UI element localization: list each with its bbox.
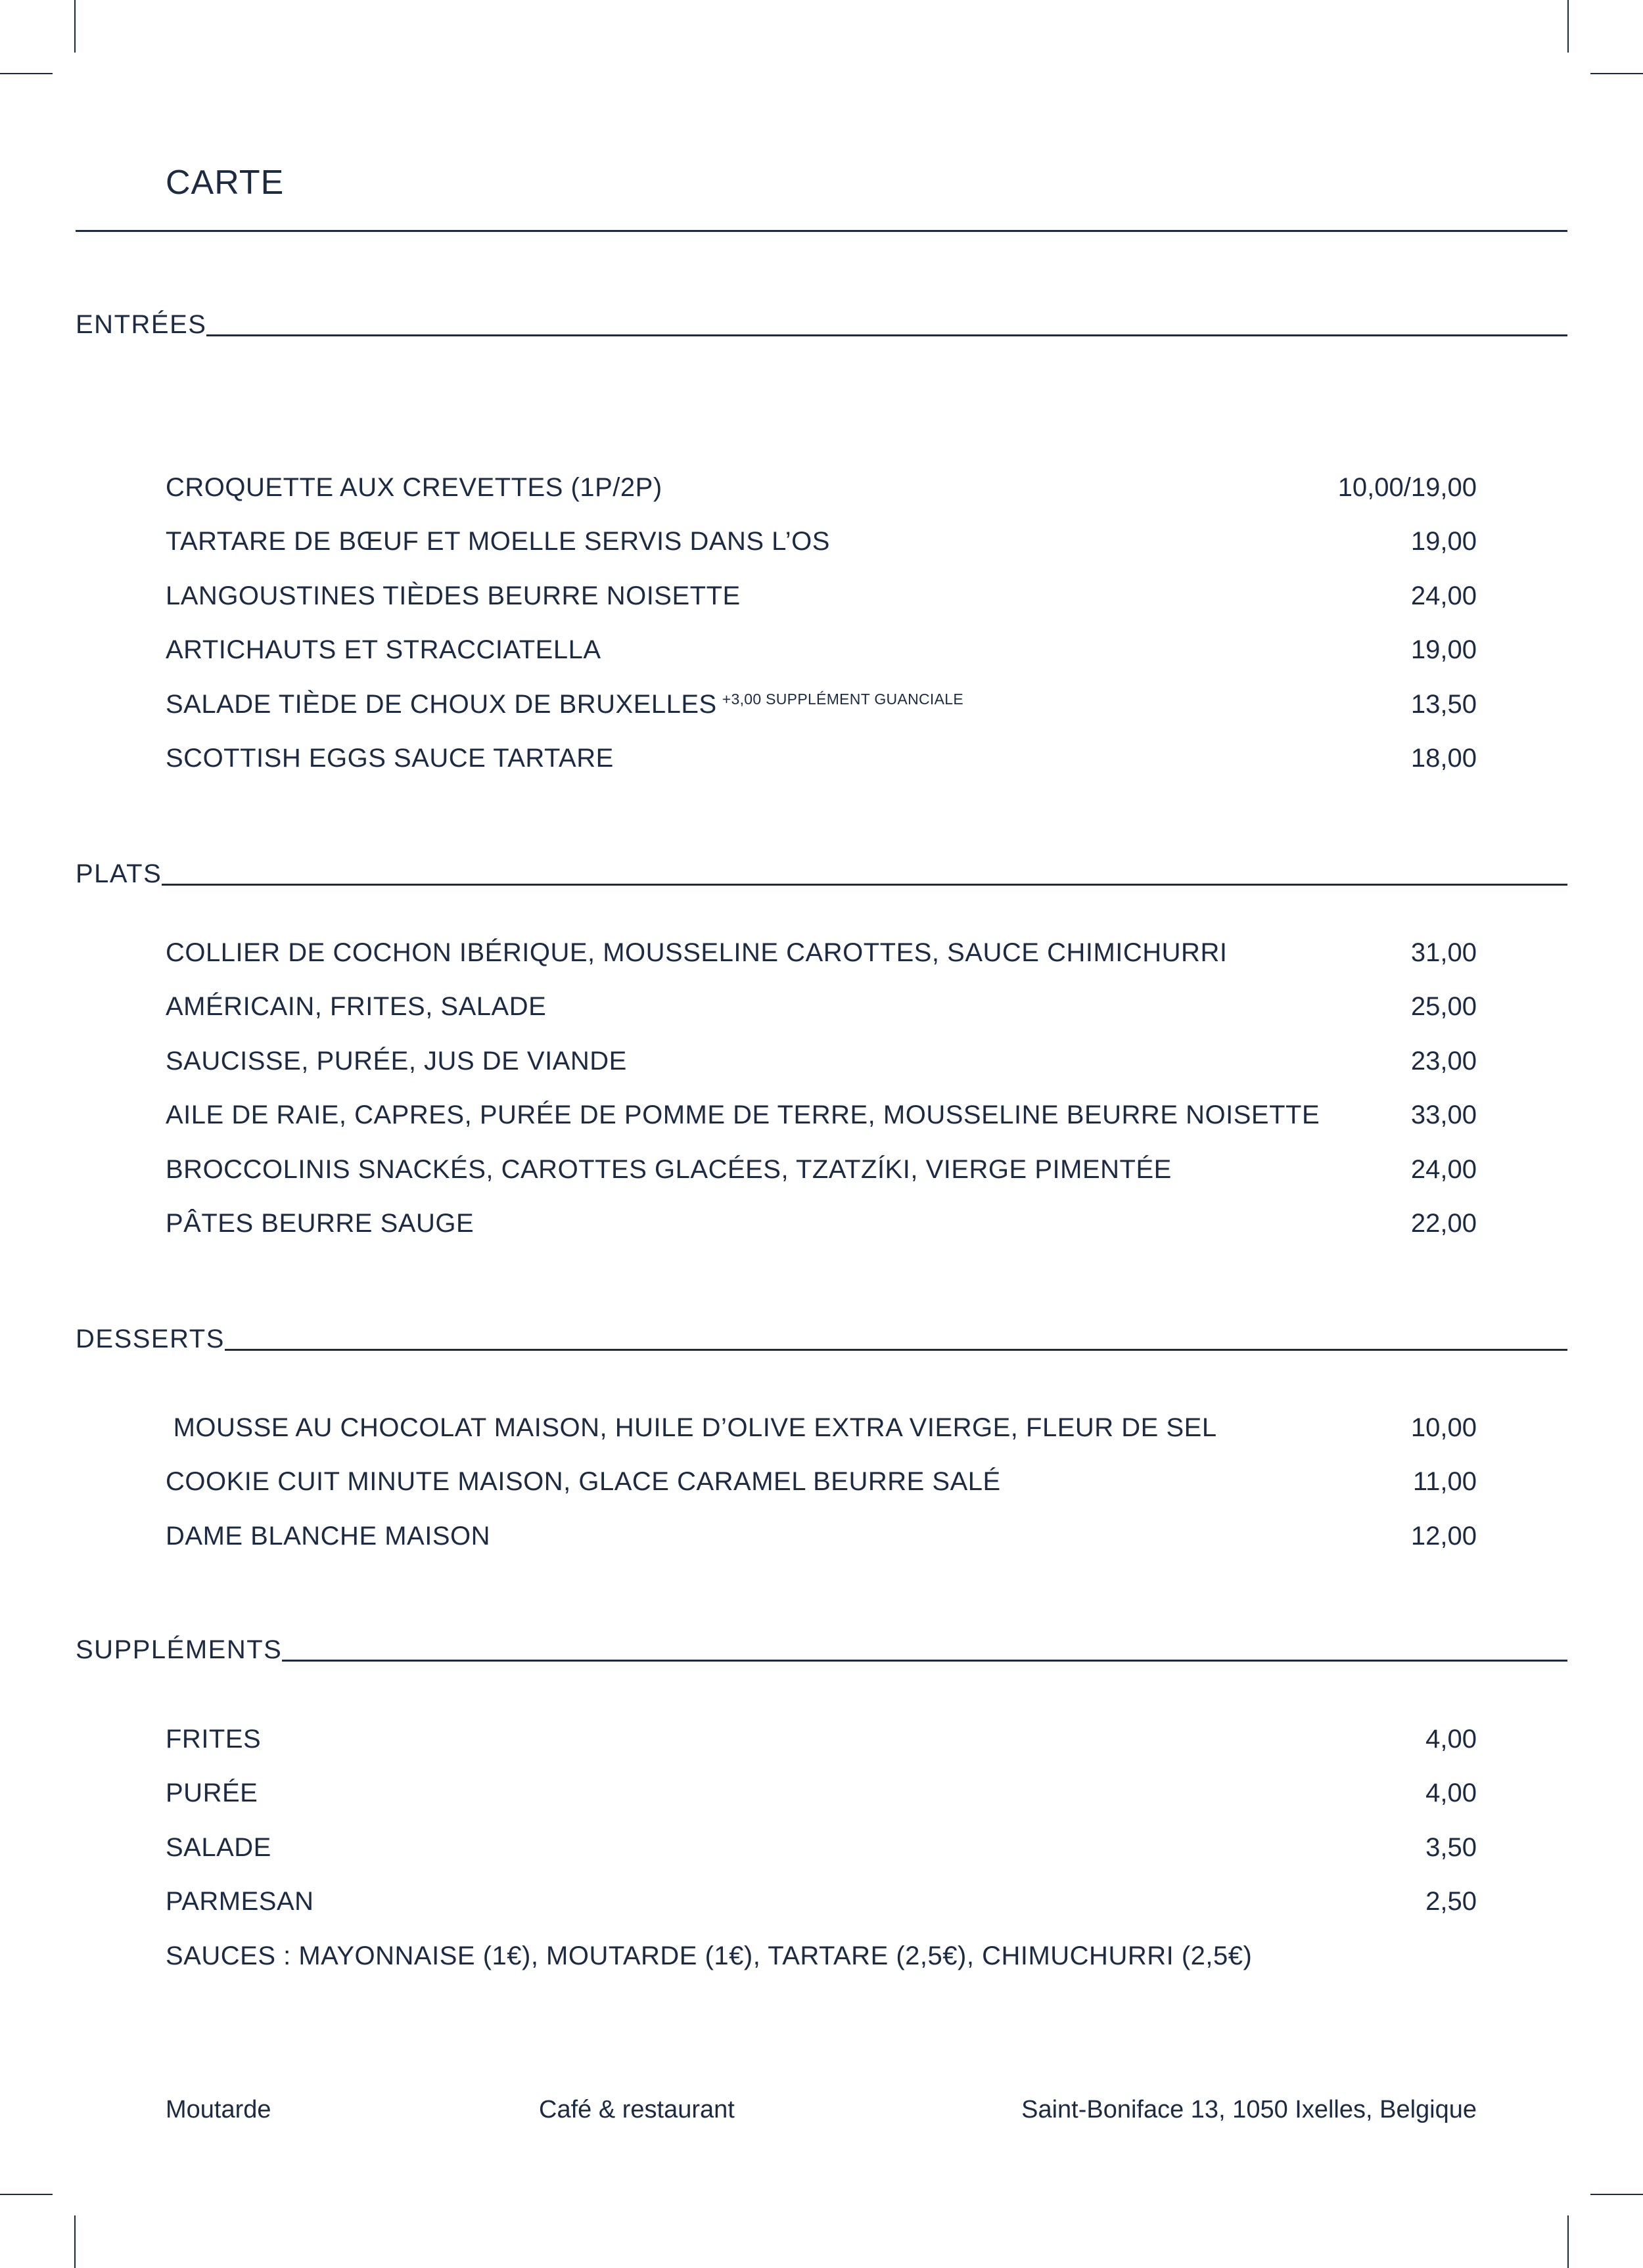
footer-restaurant-type: Café & restaurant	[539, 2096, 735, 2123]
menu-item	[166, 926, 1477, 980]
menu-item	[166, 1509, 1477, 1564]
item-price: 10,00	[1410, 1413, 1477, 1442]
section-title-desserts: DESSERTS	[76, 1325, 225, 1353]
menu-item	[166, 1767, 1477, 1821]
item-name: COLLIER DE COCHON IBÉRIQUE, MOUSSELINE CAROTTES, SAUCE CHIMICHURRI	[166, 938, 1228, 967]
crop-mark-top-right-vertical	[1567, 0, 1569, 53]
item-name: TARTARE DE BŒUF ET MOELLE SERVIS DANS L’OS	[166, 527, 830, 556]
section-divider	[225, 1349, 1567, 1351]
crop-mark-bottom-left-horizontal	[0, 2194, 53, 2195]
item-price: 2,50	[1425, 1887, 1477, 1916]
item-name: MOUSSE AU CHOCOLAT MAISON, HUILE D’OLIVE EXTRA VIERGE, FLEUR DE SEL	[166, 1413, 1217, 1442]
item-price: 4,00	[1425, 1779, 1477, 1808]
item-name: PÂTES BEURRE SAUGE	[166, 1209, 474, 1238]
section-header-entrees	[76, 311, 1567, 338]
item-price: 22,00	[1410, 1209, 1477, 1238]
item-name: COOKIE CUIT MINUTE MAISON, GLACE CARAMEL BEURRE SALÉ	[166, 1467, 1001, 1497]
item-price: 13,50	[1410, 689, 1477, 719]
footer-address: Saint-Boniface 13, 1050 Ixelles, Belgique	[1021, 2096, 1477, 2123]
item-price: 10,00/19,00	[1337, 472, 1477, 502]
menu-item	[166, 1143, 1477, 1197]
title-divider	[76, 230, 1567, 232]
item-name: DAME BLANCHE MAISON	[166, 1521, 491, 1551]
crop-mark-bottom-left-vertical	[74, 2215, 76, 2268]
item-list-entrees	[166, 461, 1477, 786]
item-price: 24,00	[1410, 1154, 1477, 1184]
menu-item	[166, 677, 1477, 732]
page-title: CARTE	[166, 164, 285, 202]
menu-item	[166, 1197, 1477, 1252]
item-name: SAUCISSE, PURÉE, JUS DE VIANDE	[166, 1046, 627, 1076]
item-price: 19,00	[1410, 527, 1477, 556]
item-name: PARMESAN	[166, 1887, 314, 1916]
item-price: 31,00	[1410, 938, 1477, 967]
item-price: 19,00	[1410, 635, 1477, 665]
menu-item	[166, 1034, 1477, 1089]
menu-item	[166, 1455, 1477, 1510]
item-name: PURÉE	[166, 1779, 258, 1808]
crop-mark-top-right-horizontal	[1590, 73, 1643, 74]
menu-item	[166, 1401, 1477, 1455]
section-divider	[162, 884, 1567, 886]
item-price: 25,00	[1410, 992, 1477, 1022]
menu-item	[166, 1821, 1477, 1875]
item-list-plats	[166, 926, 1477, 1251]
item-price: 11,00	[1412, 1467, 1477, 1497]
item-name: AILE DE RAIE, CAPRES, PURÉE DE POMME DE TERRE, MOUSSELINE BEURRE NOISETTE	[166, 1100, 1320, 1130]
item-price: 24,00	[1410, 581, 1477, 610]
menu-item	[166, 732, 1477, 786]
item-list-desserts	[166, 1401, 1477, 1564]
section-divider	[206, 334, 1567, 336]
menu-item	[166, 980, 1477, 1035]
menu-item	[166, 1875, 1477, 1930]
item-name: BROCCOLINIS SNACKÉS, CAROTTES GLACÉES, TZATZÍKI, VIERGE PIMENTÉE	[166, 1154, 1172, 1184]
item-list-supplements	[166, 1712, 1477, 1984]
crop-mark-top-left-vertical	[74, 0, 76, 53]
item-name-text: SALADE TIÈDE DE CHOUX DE BRUXELLES	[166, 689, 717, 719]
item-name: FRITES	[166, 1724, 262, 1754]
section-header-plats	[76, 861, 1567, 887]
menu-item	[166, 624, 1477, 678]
section-title-entrees: ENTRÉES	[76, 310, 207, 339]
item-price: 18,00	[1410, 744, 1477, 773]
item-price: 4,00	[1425, 1724, 1477, 1754]
item-price: 12,00	[1410, 1521, 1477, 1551]
menu-item	[166, 569, 1477, 624]
crop-mark-bottom-right-horizontal	[1590, 2194, 1643, 2195]
item-name: ARTICHAUTS ET STRACCIATELLA	[166, 635, 601, 665]
section-divider	[282, 1660, 1567, 1662]
item-price: 3,50	[1425, 1832, 1477, 1862]
item-name: SALADE	[166, 1832, 271, 1862]
crop-mark-bottom-right-vertical	[1567, 2215, 1569, 2268]
item-name: LANGOUSTINES TIÈDES BEURRE NOISETTE	[166, 581, 741, 610]
crop-mark-top-left-horizontal	[0, 73, 53, 74]
section-title-plats: PLATS	[76, 859, 162, 888]
menu-item	[166, 1929, 1477, 1984]
section-title-supplements: SUPPLÉMENTS	[76, 1635, 283, 1664]
footer-restaurant-name: Moutarde	[166, 2096, 271, 2123]
item-name: SCOTTISH EGGS SAUCE TARTARE	[166, 744, 614, 773]
section-header-desserts	[76, 1326, 1567, 1352]
item-name-sauces: SAUCES : MAYONNAISE (1€), MOUTARDE (1€), TARTARE (2,5€), CHIMUCHURRI (2,5€)	[166, 1941, 1253, 1970]
menu-item	[166, 1089, 1477, 1143]
item-name-with-note	[166, 690, 963, 719]
menu-item	[166, 515, 1477, 570]
section-header-supplements	[76, 1637, 1567, 1663]
item-supplement-note: +3,00 SUPPLÉMENT GUANCIALE	[722, 690, 963, 708]
item-name: AMÉRICAIN, FRITES, SALADE	[166, 992, 547, 1022]
menu-item	[166, 1712, 1477, 1767]
item-price: 23,00	[1410, 1046, 1477, 1076]
item-name: CROQUETTE AUX CREVETTES (1P/2P)	[166, 472, 662, 502]
item-price: 33,00	[1410, 1100, 1477, 1130]
menu-item	[166, 461, 1477, 515]
